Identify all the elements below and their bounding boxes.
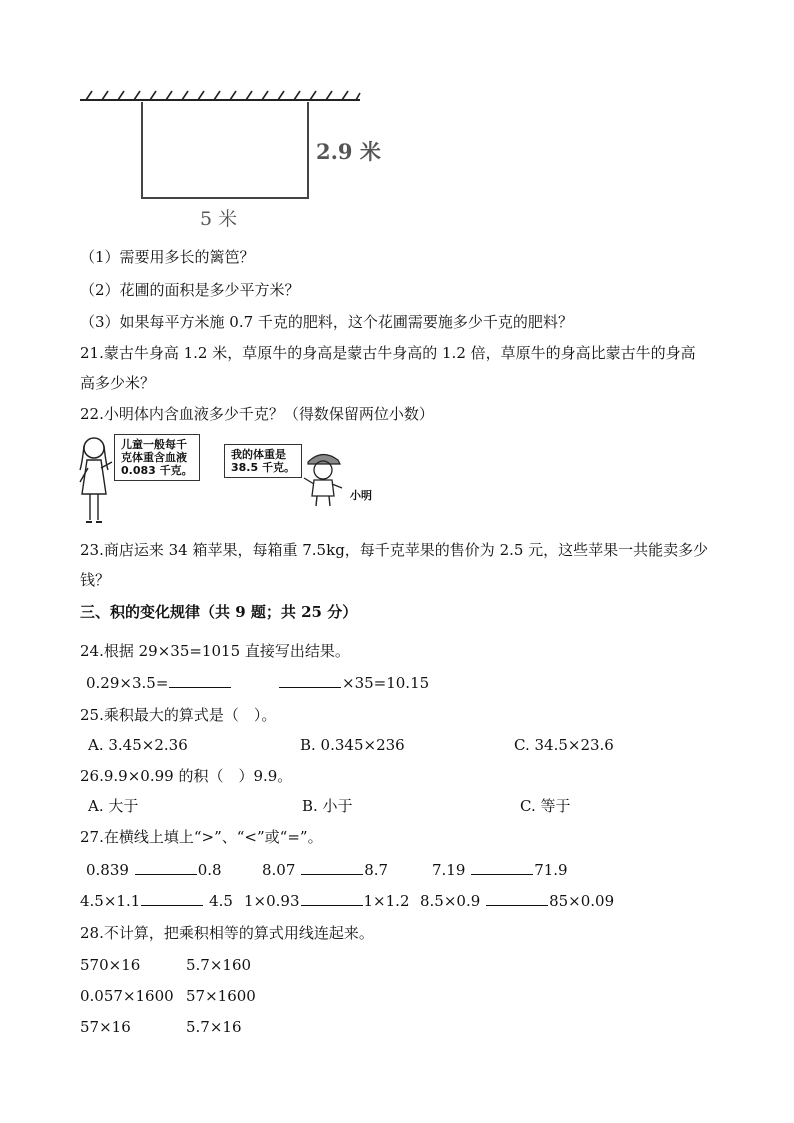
q20-sub2: （2）花圃的面积是多少平方米？ (80, 281, 300, 299)
q27-row2-item2 (244, 891, 409, 911)
q28-text: 28.不计算，把乘积相等的算式用线连起来。 (80, 924, 374, 942)
q27-r2b-left: 1×0.93 (244, 892, 300, 910)
q28-right-expr-3[interactable]: 5.7×16 (186, 1018, 242, 1036)
q24-text: 24.根据 29×35=1015 直接写出结果。 (80, 642, 350, 660)
boy-name-label: 小明 (350, 489, 372, 502)
q27-row2-item1 (80, 891, 233, 911)
q28-left-expr-3[interactable]: 57×16 (80, 1018, 131, 1036)
q26-option-b[interactable]: B. 小于 (302, 797, 353, 815)
q21-line2: 高多少米？ (80, 374, 156, 392)
q27-r1a-left: 0.839 (86, 861, 129, 879)
q20-sub1: （1）需要用多长的篱笆？ (80, 248, 255, 266)
q27-r1a-right: 0.8 (197, 861, 222, 879)
boy-speech-bubble: 我的体重是 38.5 千克。 (224, 444, 302, 478)
q24-item1 (86, 673, 232, 693)
q28-right-expr-1[interactable]: 5.7×160 (186, 956, 252, 974)
girl-speech-bubble: 儿童一般每千 克体重含血液 0.083 千克。 (114, 434, 200, 481)
q27-blank-6[interactable] (486, 891, 548, 906)
q27-r2a-left: 4.5×1.1 (80, 892, 141, 910)
q27-blank-3[interactable] (471, 860, 533, 875)
q26-option-a[interactable]: A. 大于 (88, 797, 139, 815)
q27-row1-item3 (432, 860, 568, 880)
q20-sub3: （3）如果每平方米施 0.7 千克的肥料，这个花圃需要施多少千克的肥料？ (80, 313, 573, 331)
q26-option-c[interactable]: C. 等于 (520, 797, 571, 815)
q27-row2-item3 (420, 891, 614, 911)
q25-option-c[interactable]: C. 34.5×23.6 (514, 736, 614, 754)
girl-illustration (74, 434, 118, 526)
garden-fence (142, 102, 308, 198)
q27-r2a-right: 4.5 (209, 892, 233, 910)
wall-hatching (86, 91, 360, 100)
q22-text: 22.小明体内含血液多少千克？（得数保留两位小数） (80, 405, 434, 423)
q28-right-expr-2[interactable]: 57×1600 (186, 987, 256, 1005)
q23-line2: 钱？ (80, 571, 111, 589)
q28-left-expr-2[interactable]: 0.057×1600 (80, 987, 174, 1005)
q27-r1c-left: 7.19 (432, 861, 466, 879)
q24-item2-expr: ×35=10.15 (342, 674, 430, 692)
garden-height-label: 2.9 米 (316, 139, 381, 164)
q26-text: 26.9.9×0.99 的积（ ）9.9。 (80, 767, 293, 785)
q27-r2c-left: 8.5×0.9 (420, 892, 481, 910)
q27-r1b-right: 8.7 (364, 861, 389, 879)
q27-row1-item2 (262, 860, 388, 880)
q27-r1b-left: 8.07 (262, 861, 296, 879)
garden-width-label: 5 米 (200, 208, 238, 230)
q27-r2b-right: 1×1.2 (363, 892, 410, 910)
q23-line1: 23.商店运来 34 箱苹果，每箱重 7.5kg，每千克苹果的售价为 2.5 元，这些苹果一共能卖多少 (80, 541, 709, 559)
q27-r2c-right: 85×0.09 (549, 892, 615, 910)
q21-line1: 21.蒙古牛身高 1.2 米，草原牛的身高是蒙古牛身高的 1.2 倍，草原牛的身高比蒙古牛的身高 (80, 344, 696, 362)
q28-left-expr-1[interactable]: 570×16 (80, 956, 141, 974)
q27-blank-5[interactable] (301, 891, 363, 906)
boy-illustration (300, 448, 348, 508)
q27-blank-1[interactable] (135, 860, 197, 875)
q27-row1-item1 (86, 860, 222, 880)
q27-blank-4[interactable] (141, 891, 203, 906)
q24-answer-blank-2[interactable] (279, 673, 341, 688)
q25-text: 25.乘积最大的算式是（ ）。 (80, 706, 277, 724)
q25-option-b[interactable]: B. 0.345×236 (300, 736, 405, 754)
q24-item2 (278, 673, 429, 693)
q24-item1-expr: 0.29×3.5= (86, 674, 169, 692)
q27-blank-2[interactable] (301, 860, 363, 875)
q27-r1c-right: 71.9 (534, 861, 568, 879)
section-heading: 三、积的变化规律（共 9 题；共 25 分） (80, 603, 358, 621)
q27-text: 27.在横线上填上“>”、“<”或“=”。 (80, 828, 323, 846)
q24-answer-blank-1[interactable] (169, 673, 231, 688)
q25-option-a[interactable]: A. 3.45×2.36 (88, 736, 188, 754)
